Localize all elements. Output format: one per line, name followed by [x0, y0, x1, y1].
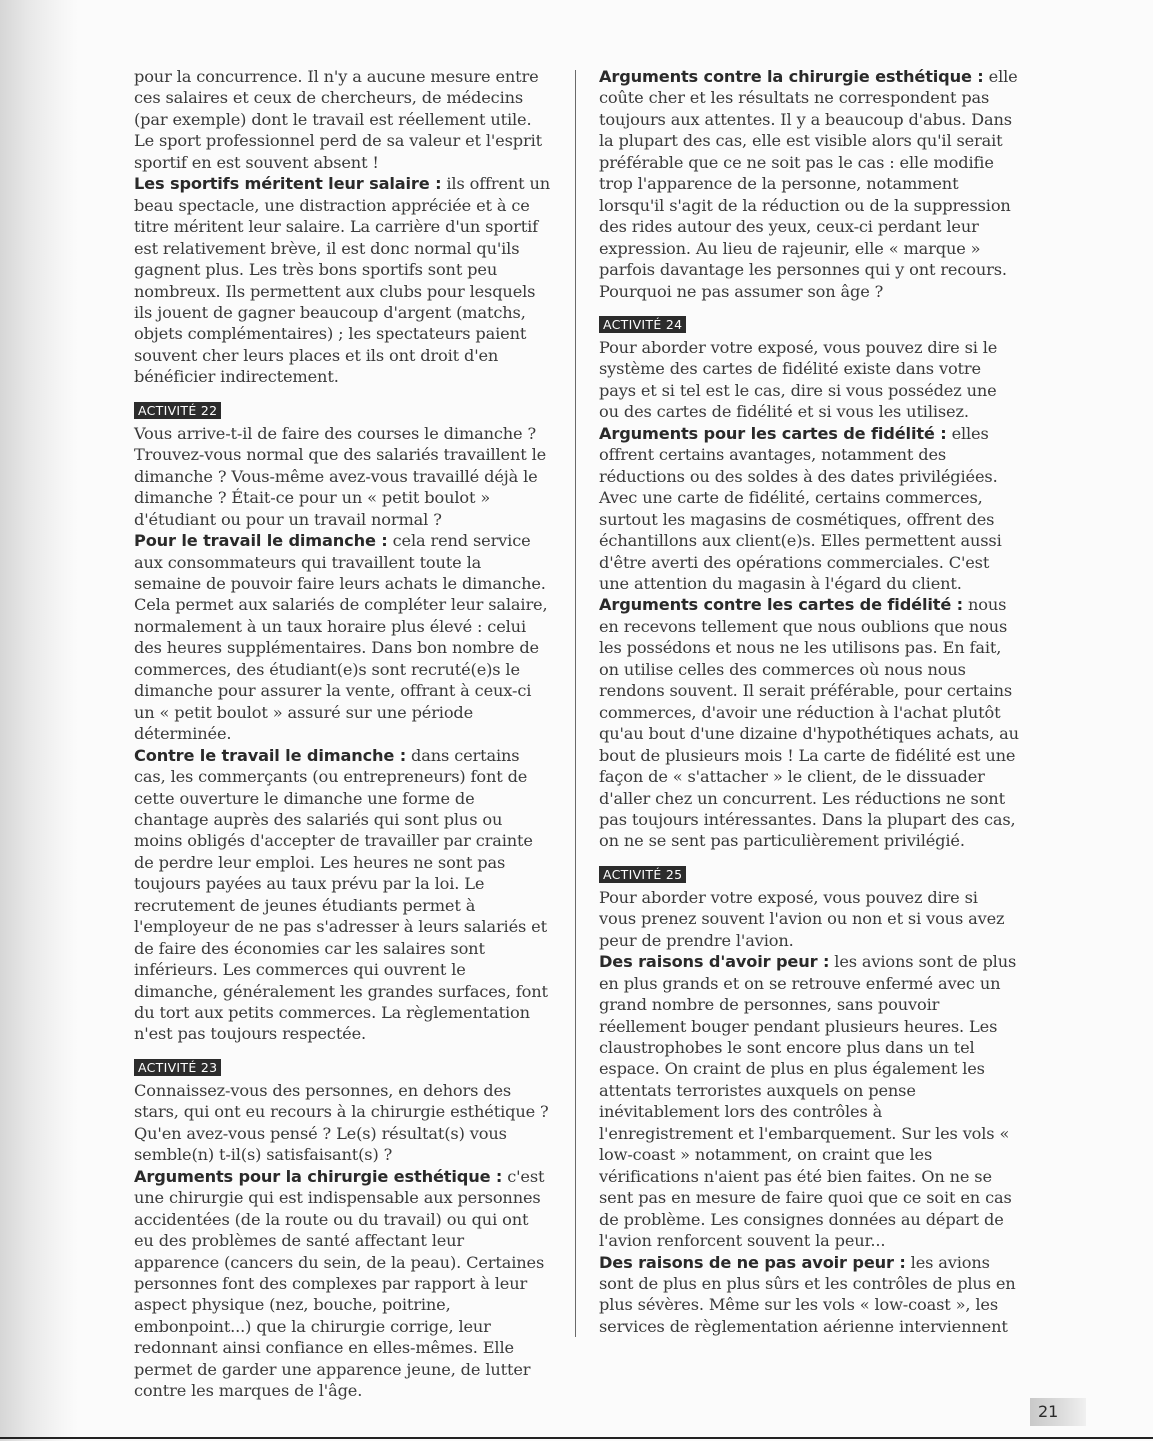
contre-dimanche-paragraph: Contre le travail le dimanche : dans certains cas, les commerçants (ou entrepreneurs) font de cette ouverture le dimanche une forme de chantage auprès des salariés qui sont plus ou moins obligés d'accepter de travailler par crainte de perdre leur emploi. Les heures ne sont pas toujours payées au taux prévu par la loi. Le recrutement de jeunes étudiants permet à l'employeur de ne pas s'adresser à leurs salariés et de faire des économies car les salaires sont inférieurs. Les commerces qui ouvrent le dimanche, généralement les grandes surfaces, font du tort aux petits commerces. La règlementation n'est pas toujours respectée.: [134, 745, 548, 1044]
contre-dimanche-heading: Contre le travail le dimanche :: [134, 745, 407, 765]
activity-25-intro: Pour aborder votre exposé, vous pouvez dire si vous prenez souvent l'avion ou non et si vous avez peur de prendre l'avion.: [599, 887, 1005, 950]
bottom-rule: [0, 1437, 1153, 1439]
page-number: 21: [1030, 1398, 1086, 1426]
pour-cartes-heading: Arguments pour les cartes de fidélité :: [599, 423, 947, 443]
pas-peur-paragraph: Des raisons de ne pas avoir peur : les avions sont de plus en plus sûrs et les contrôles de plus en plus sévères. Même sur les vols « low-coast », les services de règlementation aérienne interviennent: [599, 1252, 1016, 1336]
activity-24-label: ACTIVITÉ 24: [599, 316, 686, 333]
peur-paragraph: Des raisons d'avoir peur : les avions sont de plus en plus grands et on se retrouve enfermé avec un grand nombre de personnes, sans pouvoir réellement bouger pendant plusieurs heures. Les claustrophobes le sont encore plus dans un tel espace. On craint de plus en plus également les attentats terroristes auxquels on pense inévitablement lors des contrôles à l'enregistrement et l'embarquement. Sur les vols « low-coast » notamment, on craint que les vérifications n'aient pas été bien faites. On ne se sent pas en mesure de faire quoi que ce soit en cas de problème. Les consignes données au départ de l'avion renforcent souvent la peur...: [599, 952, 1017, 1251]
pour-cartes-paragraph: Arguments pour les cartes de fidélité : elles offrent certains avantages, notamment des réductions ou des soldes à des dates privilégiées. Avec une carte de fidélité, certains commerces, surtout les magasins de cosmétiques, offrent des échantillons aux client(e)s. Elles permettent aussi d'être averti des opérations commerciales. C'est une attention du magasin à l'égard du client.: [599, 423, 1002, 593]
activity-22-intro: Vous arrive-t-il de faire des courses le dimanche ? Trouvez-vous normal que des salariés travaillent le dimanche ? Vous-même avez-vous travaillé déjà le dimanche ? Était-ce pour un « petit boulot » d'étudiant ou pour un travail normal ?: [134, 423, 547, 529]
peur-heading: Des raisons d'avoir peur :: [599, 952, 830, 972]
pour-chirurgie-paragraph: Arguments pour la chirurgie esthétique : c'est une chirurgie qui est indispensable aux personnes accidentées (de la route ou du travail) ou qui ont eu des problèmes de santé affectant leur apparence (cancers du sein, de la peau). Certaines personnes font des complexes par rapport à leur aspect physique (nez, bouche, poitrine, embonpoint...) que la chirurgie corrige, leur redonnant ainsi confiance en elles-mêmes. Elle permet de garder une apparence jeune, de lutter contre les marques de l'âge.: [134, 1166, 545, 1401]
pas-peur-heading: Des raisons de ne pas avoir peur :: [599, 1252, 906, 1272]
activity-25-label: ACTIVITÉ 25: [599, 866, 686, 883]
activity-23-intro: Connaissez-vous des personnes, en dehors des stars, qui ont eu recours à la chirurgie esthétique ? Qu'en avez-vous pensé ? Le(s) résultat(s) vous semble(n) t-il(s) satisfaisant(s) ?: [134, 1080, 549, 1165]
contre-chirurgie-paragraph: Arguments contre la chirurgie esthétique : elle coûte cher et les résultats ne correspondent pas toujours aux attentes. Il y a beaucoup d'abus. Dans la plupart des cas, elle est visible alors qu'il serait préférable que ce ne soit pas le cas : elle modifie trop l'apparence de la personne, notamment lorsqu'il s'agit de la réduction ou de la suppression des rides autour des yeux, ceux-ci perdant leur expression. Au lieu de rajeunir, elle « marque » parfois davantage les personnes qui y ont recours. Pourquoi ne pas assumer son âge ?: [599, 67, 1018, 301]
column-divider: [575, 70, 576, 1337]
left-column: [134, 66, 552, 1402]
contre-cartes-heading: Arguments contre les cartes de fidélité :: [599, 595, 963, 615]
page-spine-shadow: [0, 0, 78, 1441]
activity-23-label: ACTIVITÉ 23: [134, 1059, 221, 1076]
contre-chirurgie-heading: Arguments contre la chirurgie esthétique :: [599, 67, 984, 86]
pour-dimanche-paragraph: Pour le travail le dimanche : cela rend service aux consommateurs qui travaillent toute la semaine de pouvoir faire leurs achats le dimanche. Cela permet aux salariés de compléter leur salaire, normalement à un taux horaire plus élevé : celui des heures supplémentaires. Dans bon nombre de commerces, des étudiant(e)s sont recruté(e)s le dimanche pour assurer la vente, offrant à ceux-ci un « petit boulot » assuré sur une période déterminée.: [134, 531, 548, 744]
pour-chirurgie-heading: Arguments pour la chirurgie esthétique :: [134, 1166, 503, 1186]
contre-cartes-paragraph: Arguments contre les cartes de fidélité : nous en recevons tellement que nous oublions que nous les possédons et nous ne les utilisons pas. En fait, on utilise celles des commerces où nous nous rendons souvent. Il serait préférable, pour certains commerces, d'avoir une réduction à l'achat plutôt qu'au bout d'une dizaine d'hypothétiques achats, au bout de plusieurs mois ! La carte de fidélité est une façon de « s'attacher » le client, de le dissuader d'aller chez un concurrent. Les réductions ne sont pas toujours intéressantes. Dans la plupart des cas, on ne se sent pas particulièrement privilégié.: [599, 595, 1019, 851]
sportifs-paragraph: Les sportifs méritent leur salaire : ils offrent un beau spectacle, une distraction appréciée et à ce titre méritent leur salaire. La carrière d'un sportif est relativement brève, il est donc normal qu'ils gagnent plus. Les très bons sportifs sont peu nombreux. Ils permettent aux clubs pour lesquels ils jouent de gagner beaucoup d'argent (matchs, objets complémentaires) ; les spectateurs paient souvent cher leurs places et ils ont droit d'en bénéficier indirectement.: [134, 174, 551, 387]
pour-dimanche-heading: Pour le travail le dimanche :: [134, 531, 388, 551]
intro-paragraph: pour la concurrence. Il n'y a aucune mesure entre ces salaires et ceux de chercheurs, de médecins (par exemple) dont le travail est réellement utile. Le sport professionnel perd de sa valeur et l'esprit sportif en est souvent absent !: [134, 67, 542, 172]
activity-22-label: ACTIVITÉ 22: [134, 402, 221, 419]
activity-24-intro: Pour aborder votre exposé, vous pouvez dire si le système des cartes de fidélité existe dans votre pays et si tel est le cas, dire si vous possédez une ou des cartes de fidélité et si vous les utilisez.: [599, 337, 998, 422]
right-column: [599, 66, 1019, 1337]
sportifs-heading: Les sportifs méritent leur salaire :: [134, 174, 442, 194]
